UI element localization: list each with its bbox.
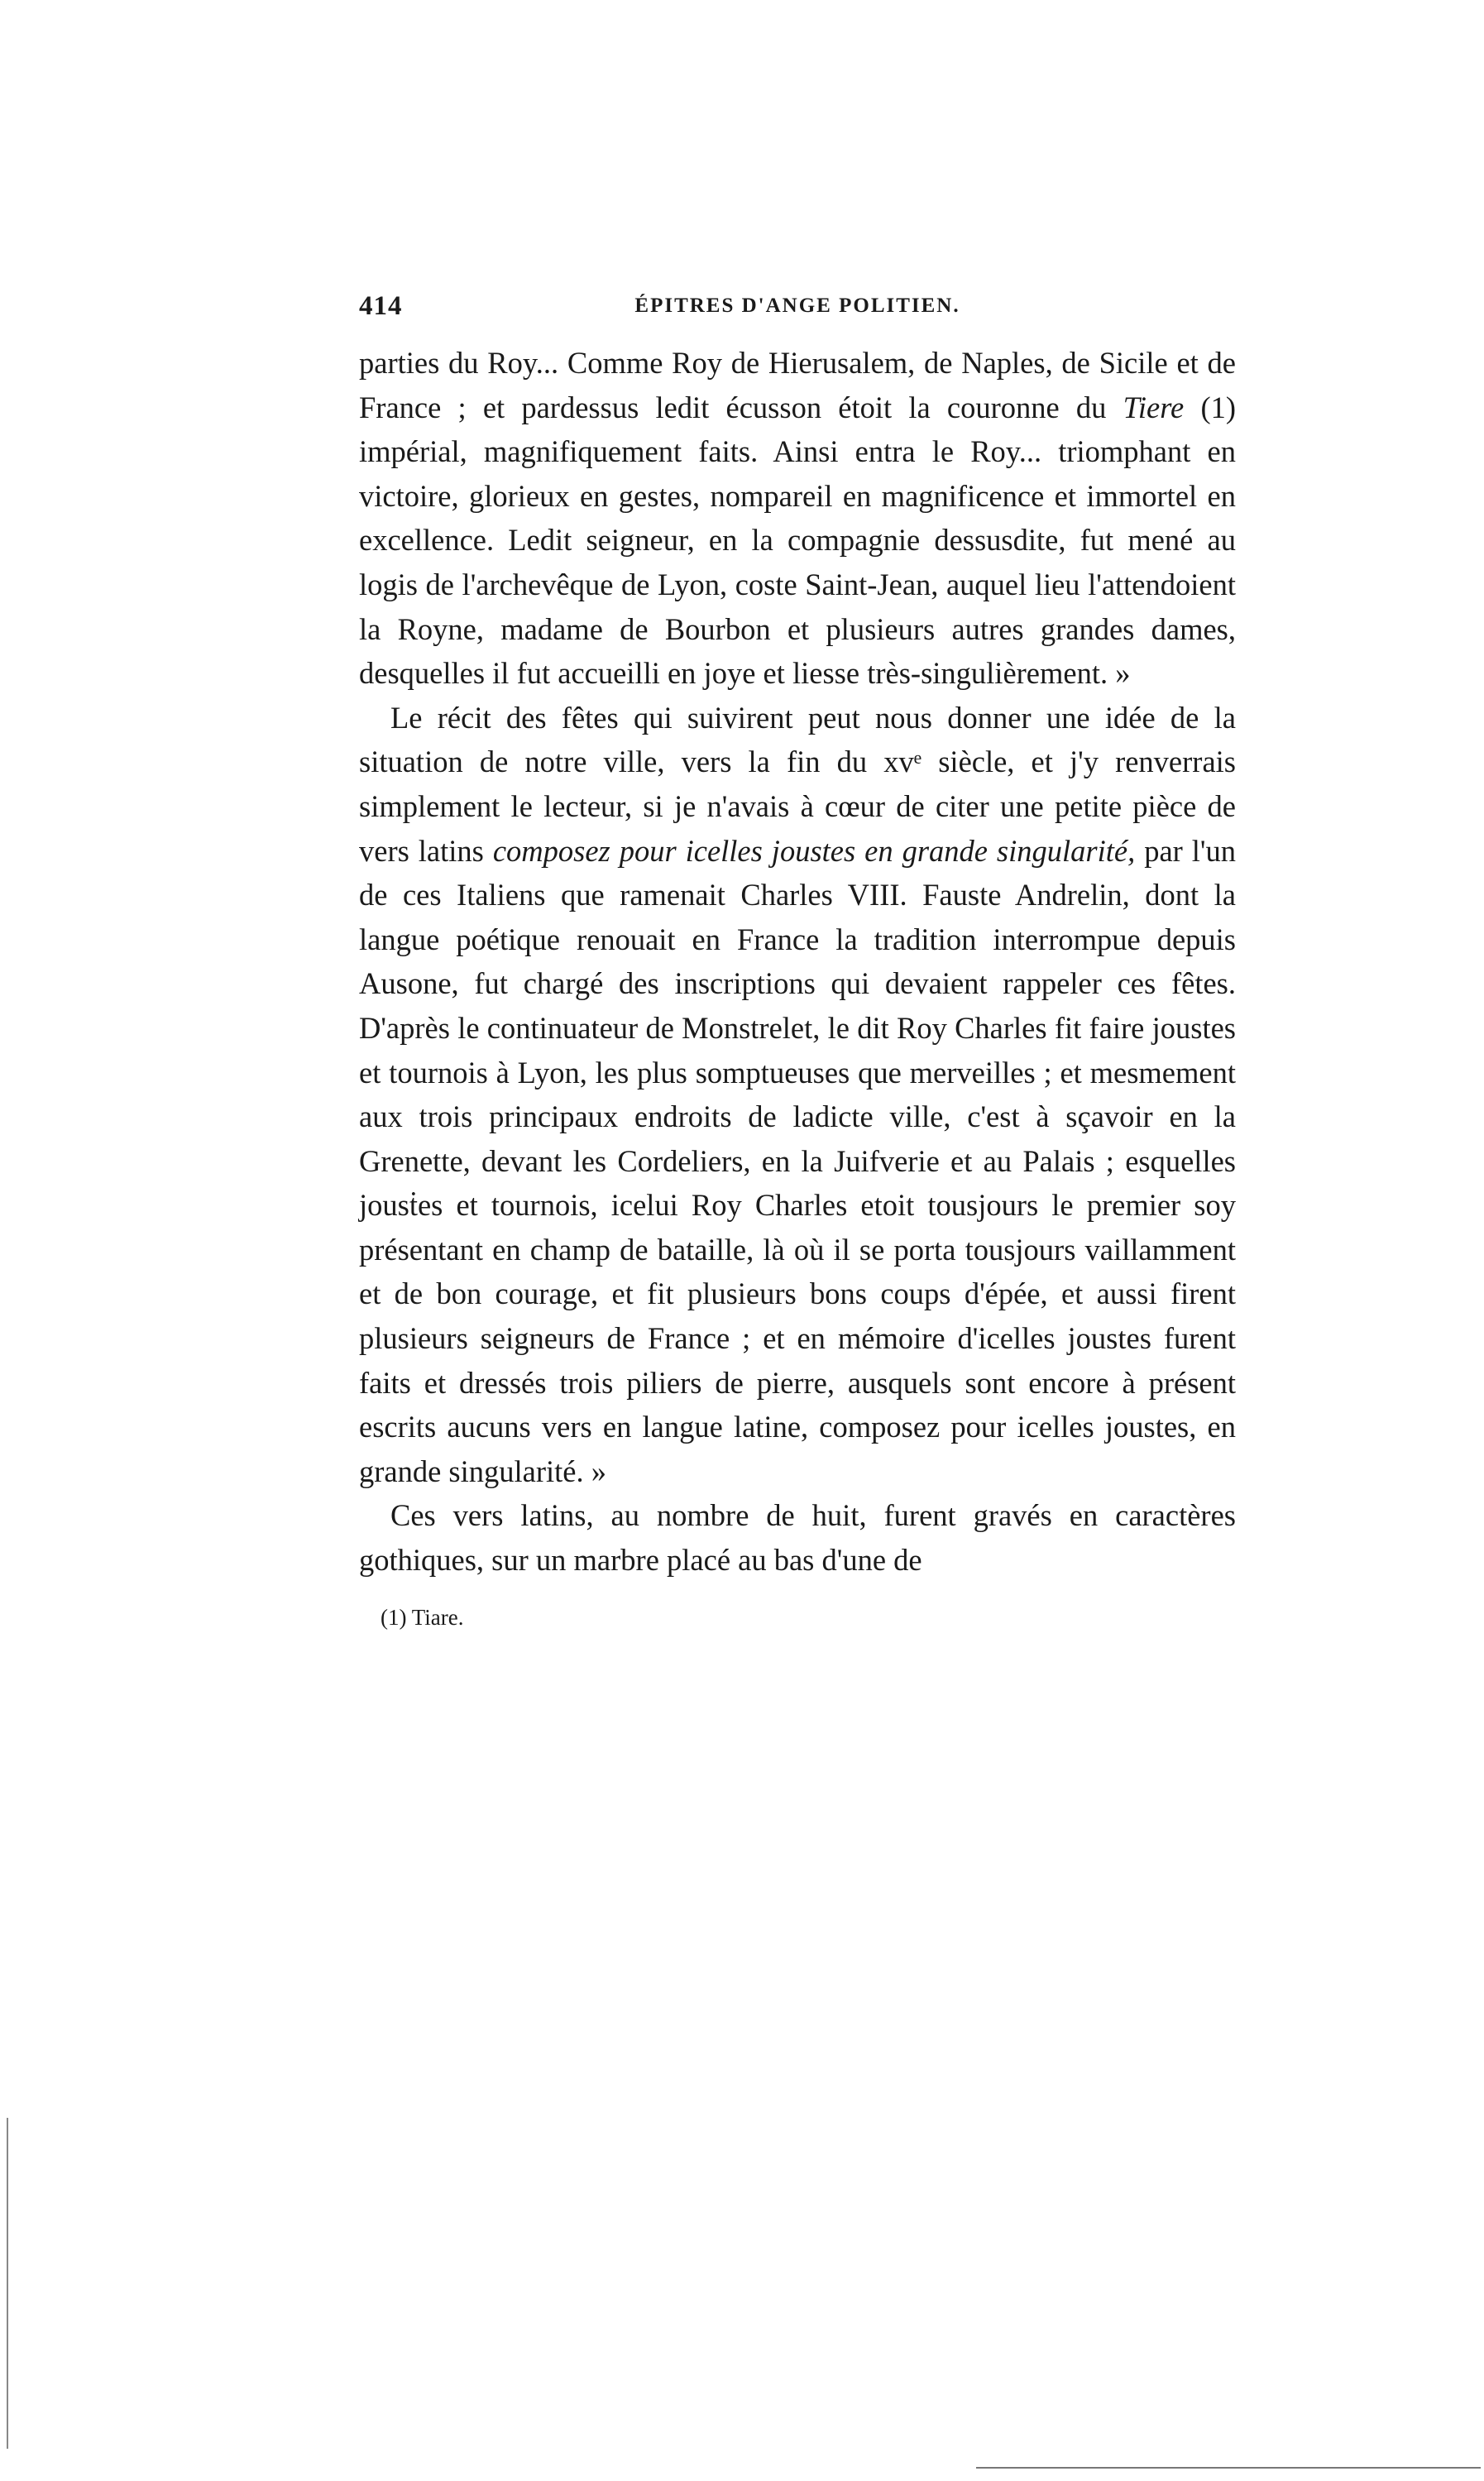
footnote-text: Tiare. [411,1605,464,1630]
page-header [359,291,1236,328]
paragraph-1-italic-tiere: Tiere [1123,390,1185,424]
paragraph-2-text-a: Le récit des fêtes qui suivirent peut nous donner une idée de la situation de notre ville, vers la fin du xvᵉ siècle, et j'y renverrais simplement le lecteur, si je n'avais à cœur de citer une petite pièce de vers latins [359,700,1236,868]
paragraph-2-text-b: par l'un de ces Italiens que ramenait Charles VIII. Fauste Andrelin, dont la langue poétique renouait en France la tradition interrompue depuis Ausone, fut chargé des inscriptions qui devaient rappeler ces fêtes. D'après le continuateur de Monstrelet, le dit Roy Charles fit faire joustes et tournois à Lyon, les plus somptueuses que merveilles ; et mesmement aux trois principaux endroits de ladicte ville, c'est à sçavoir en la Grenette, devant les Cordeliers, en la Juifverie et au Palais ; esquelles jousṫes et tournois, icelui Roy Charles etoit tousjours le premier soy présentant en champ de bataille, là où il se porta tousjours vaillamment et de bon courage, et fit plusieurs bons coups d'épée, et aussi firent plusieurs seigneurs de France ; et en mémoire d'icelles joustes furent faits et dressés trois piliers de pierre, ausquels sont encore à présent escrits aucuns vers en langue latine, composez pour icelles joustes, en grande singularité. » [359,833,1236,1488]
footnote [381,1603,464,1631]
paragraph-3: Ces vers latins, au nombre de huit, furent gravés en caractères gothiques, sur un marbre placé au bas d'une de [359,1498,1236,1578]
body-text [359,341,1236,1583]
paragraph-1 [359,341,1236,696]
running-title: ÉPITRES D'ANGE POLITIEN. [634,295,960,317]
footnote-marker: (1) [381,1605,407,1630]
paragraph-2-italic-quote: composez pour icelles joustes en grande singularité, [492,833,1136,868]
page-number: 414 [359,291,403,321]
scan-edge-line [7,2118,8,2449]
paragraph-1-text-b: (1) impérial, magnifiquement faits. Ainsi entra le Roy... triomphant en victoire, glorieux en gestes, nompareil en magnificence et immortel en excellence. Ledit seigneur, en la compagnie dessusdite, fut mené au logis de l'archevêque de Lyon, coste Saint-Jean, auquel lieu l'attendoient la Royne, madame de Bourbon et plusieurs autres grandes dames, desquelles il fut accueilli en joye et liesse très-singulièrement. » [359,390,1236,691]
paragraph-2 [359,696,1236,1494]
paragraph-1-text-a: parties du Roy... Comme Roy de Hierusalem, de Naples, de Sicile et de France ; et pardessus ledit écusson étoit la couronne du [359,346,1236,424]
scan-bottom-line [976,2467,1481,2469]
